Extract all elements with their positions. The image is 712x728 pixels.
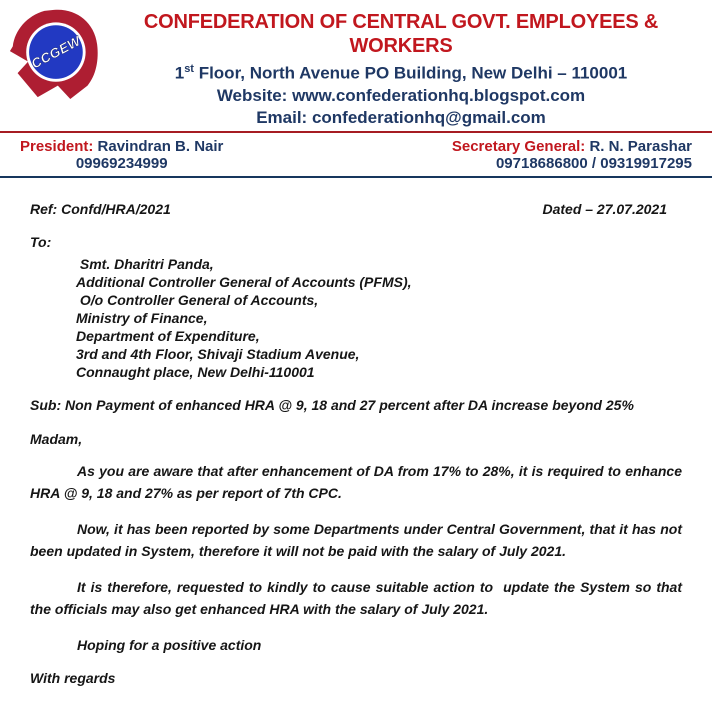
org-website: Website: www.confederationhq.blogspot.com — [216, 85, 586, 105]
address-superscript: st — [184, 63, 194, 75]
address-number: 1 — [174, 63, 185, 83]
recipient-line: Connaught place, New Delhi-110001 — [76, 363, 315, 380]
secretary-label: Secretary General: — [451, 137, 586, 155]
ref-row — [30, 198, 682, 220]
secretary-block — [452, 138, 692, 172]
recipient-line: Department of Expenditure, — [76, 327, 260, 344]
president-block — [20, 138, 223, 172]
org-email: Email: confederationhq@gmail.com — [256, 107, 546, 127]
contacts-strip — [0, 133, 712, 176]
secretary-phones: 09718686800 / 09319917295 — [495, 154, 692, 172]
president-label: President: — [20, 137, 94, 155]
org-address — [100, 59, 702, 84]
to-label: To: — [30, 233, 52, 250]
recipient-line: Smt. Dharitri Panda, — [76, 255, 214, 272]
letterhead — [0, 0, 712, 128]
recipient-line: Ministry of Finance, — [76, 309, 208, 326]
body-paragraph: As you are aware that after enhancement of DA from 17% to 28%, it is required to enhance HRA @ 9, 18 and 27% as per report of 7th CPC. — [30, 462, 686, 501]
president-name: Ravindran B. Nair — [97, 137, 224, 155]
recipient-line: Additional Controller General of Accounts (PFMS), — [76, 273, 412, 290]
recipient-line: 3rd and 4th Floor, Shivaji Stadium Avenue, — [76, 345, 360, 362]
recipient-line: O/o Controller General of Accounts, — [76, 291, 319, 308]
letterhead-text — [100, 5, 712, 128]
secretary-name: R. N. Parashar — [589, 137, 692, 155]
letter-date: Dated – 27.07.2021 — [542, 200, 667, 217]
secretary-line — [452, 138, 692, 155]
logo-text: CCGEW — [28, 33, 84, 72]
president-phone: 09969234999 — [75, 154, 168, 172]
ccgew-logo — [0, 5, 100, 128]
salutation: Madam, — [30, 430, 83, 447]
address-text: Floor, North Avenue PO Building, New Delhi – 110001 — [193, 63, 628, 83]
reference-number: Ref: Confd/HRA/2021 — [30, 200, 171, 217]
closing-line: Hoping for a positive action — [77, 636, 262, 653]
letter-body — [0, 198, 712, 689]
regards-line: With regards — [30, 669, 116, 686]
subject-line: Sub: Non Payment of enhanced HRA @ 9, 18 and 27 percent after DA increase beyond 25% — [30, 396, 634, 413]
navy-divider — [0, 176, 712, 178]
president-line — [20, 138, 223, 155]
org-name: CONFEDERATION OF CENTRAL GOVT. EMPLOYEES & WORKERS — [143, 11, 659, 57]
ccgew-logo-graphic — [8, 5, 100, 103]
body-paragraph: Now, it has been reported by some Departments under Central Government, that it has not been updated in System, therefore it will not be paid with the salary of July 2021. — [30, 520, 686, 559]
body-paragraph: It is therefore, requested to kindly to cause suitable action to update the System so that the officials may also get enhanced HRA with the salary of July 2021. — [30, 578, 686, 617]
recipient-address — [76, 255, 682, 381]
